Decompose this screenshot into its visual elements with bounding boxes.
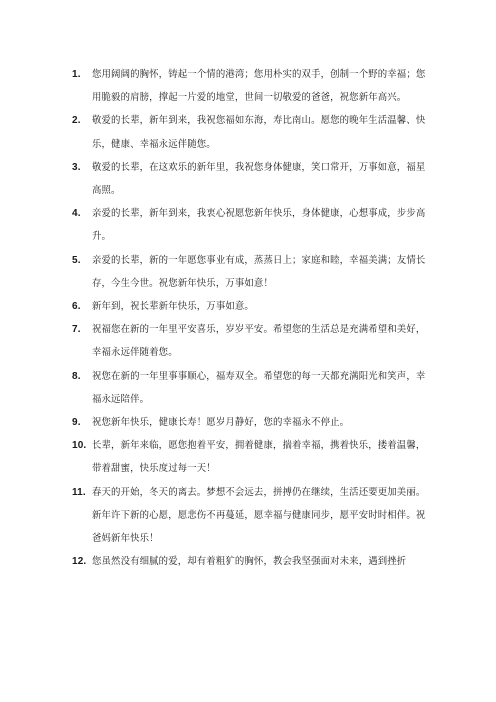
greeting-list — [72, 63, 432, 573]
list-item — [72, 434, 432, 480]
list-item — [72, 411, 432, 434]
list-item — [72, 156, 432, 202]
list-item — [72, 481, 432, 551]
item-number: 5. — [72, 254, 81, 266]
list-item — [72, 295, 432, 318]
item-number: 4. — [72, 208, 81, 220]
item-text: 春天的开始，冬天的离去。梦想不会远去，拼搏仍在继续，生活还要更加美丽。新年许下新的心愿，愿悲伤不再蔓延，愿幸福与健康同步，愿平安时时相伴。祝爸妈新年快乐！ — [92, 486, 426, 545]
list-item — [72, 365, 432, 411]
item-number: 8. — [72, 370, 81, 382]
item-number: 9. — [72, 417, 81, 429]
item-number: 3. — [72, 161, 81, 173]
item-text: 您虽然没有细腻的爱，却有着粗犷的胸怀，教会我坚强面对未来，遇到挫折 — [92, 556, 407, 568]
list-item — [72, 318, 432, 364]
item-text: 亲爱的长辈，新年到来，我衷心祝愿您新年快乐，身体健康，心想事成，步步高升。 — [92, 208, 426, 243]
item-text: 祝您新年快乐，健康长寿！愿岁月静好，您的幸福永不停止。 — [92, 417, 350, 429]
list-item — [72, 109, 432, 155]
item-text: 敬爱的长辈，新年到来，我祝您福如东海，寿比南山。愿您的晚年生活温馨、快乐，健康、幸福永远伴随您。 — [92, 115, 426, 150]
item-text: 祝您在新的一年里事事顺心，福寿双全。希望您的每一天都充满阳光和笑声，幸福永远陪伴。 — [92, 370, 426, 405]
item-number: 11. — [72, 486, 86, 498]
list-item — [72, 63, 432, 109]
list-item — [72, 550, 432, 573]
item-number: 10. — [72, 440, 87, 452]
item-text: 敬爱的长辈，在这欢乐的新年里，我祝您身体健康，笑口常开，万事如意，福星高照。 — [92, 161, 426, 197]
item-text: 长辈，新年来临，愿您抱着平安，拥着健康，揣着幸福，携着快乐，搂着温馨，带着甜蜜，快乐度过每一天！ — [92, 440, 426, 475]
item-text: 亲爱的长辈，新的一年愿您事业有成，蒸蒸日上；家庭和睦，幸福美满；友情长存，今生今世。祝您新年快乐，万事如意！ — [92, 254, 426, 289]
item-number: 6. — [72, 301, 81, 313]
item-text: 新年到，祝长辈新年快乐，万事如意。 — [92, 301, 254, 313]
list-item — [72, 249, 432, 295]
item-number: 2. — [72, 115, 81, 127]
item-text: 祝福您在新的一年里平安喜乐，岁岁平安。希望您的生活总是充满希望和美好，幸福永远伴随着您。 — [92, 324, 426, 359]
item-number: 1. — [72, 69, 81, 80]
item-text: 您用阔阔的胸怀，铸起一个情的港湾；您用朴实的双手，创制一个野的幸福；您用脆毅的肩膀，撑起一片爱的地堂，世间一切敬爱的爸爸，祝您新年高兴。 — [92, 69, 426, 104]
item-number: 7. — [72, 324, 81, 336]
list-item — [72, 202, 432, 248]
item-number: 12. — [72, 556, 87, 568]
